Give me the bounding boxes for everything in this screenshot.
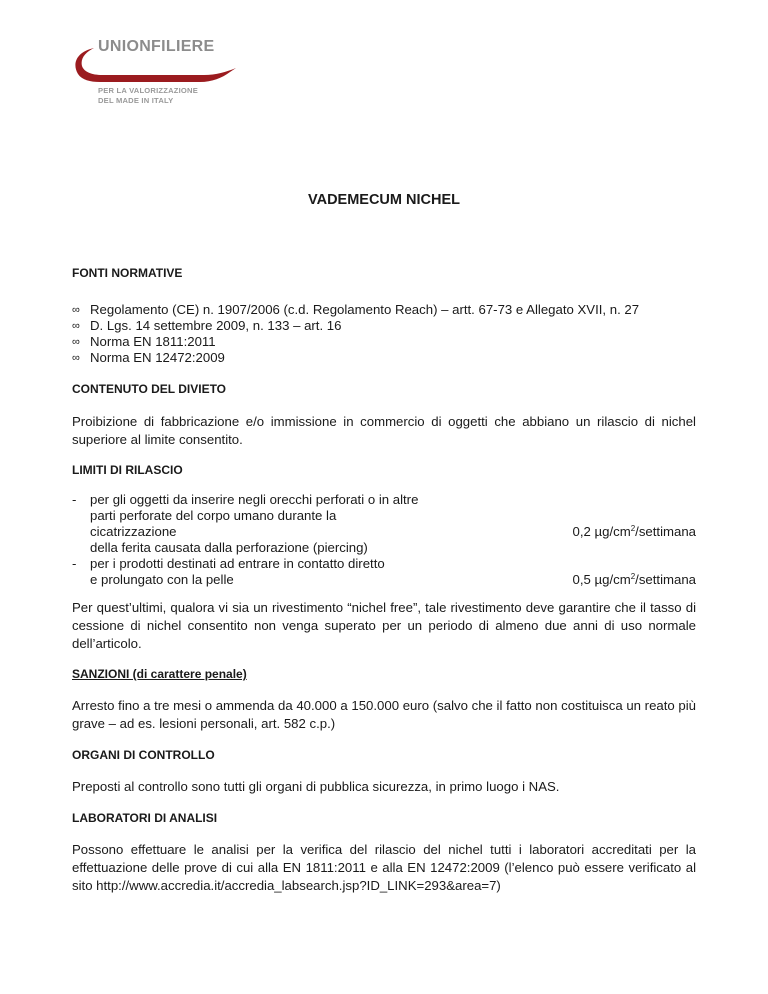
laboratori-text: Possono effettuare le analisi per la verifica del rilascio del nichel tutti i laboratori accreditati per la effettuazione delle prove di cui alla EN 1811:2011 e alla EN 12472:2009 (l’elenco può essere verificato al sito http://www.accredia.it/accredia_labsearch.jsp?ID_LINK=293&area=7): [72, 842, 696, 893]
organi-heading: ORGANI DI CONTROLLO: [72, 748, 215, 762]
organi-text: Preposti al controllo sono tutti gli organi di pubblica sicurezza, in primo luogo i NAS.: [72, 779, 560, 794]
infinity-icon: ∞: [72, 304, 80, 316]
limit-text: [90, 492, 420, 556]
sanzioni-text: Arresto fino a tre mesi o ammenda da 40.000 a 150.000 euro (salvo che il fatto non costituisca un reato più grave – ad es. lesioni personali, art. 582 c.p.): [72, 698, 696, 731]
list-item: [72, 318, 639, 334]
limit-value: 0,2 $\mu g/cm^2$/settimana: [572, 524, 696, 539]
limit-dash: -: [72, 492, 77, 507]
list-item: [72, 334, 639, 350]
fonti-item-text: Norma EN 12472:2009: [90, 350, 225, 365]
limit-text-line: e prolungato con la pelle: [90, 572, 234, 587]
limiti-heading: LIMITI DI RILASCIO: [72, 463, 183, 477]
document-title: VADEMECUM NICHEL: [308, 192, 460, 208]
contenuto-heading: CONTENUTO DEL DIVIETO: [72, 382, 227, 396]
limit-text: [90, 556, 420, 588]
limit-text-line: parti perforate del corpo umano durante la cicatrizzazione: [90, 508, 337, 539]
list-item: [72, 350, 639, 366]
fonti-item-text: D. Lgs. 14 settembre 2009, n. 133 – art. 16: [90, 318, 342, 333]
unionfiliere-logo: [72, 38, 272, 118]
logo-tagline-line1: PER LA VALORIZZAZIONE: [98, 86, 198, 95]
laboratori-heading: LABORATORI DI ANALISI: [72, 811, 218, 825]
limit-text-line: per i prodotti destinati ad entrare in contatto diretto: [90, 556, 385, 571]
fonti-heading: FONTI NORMATIVE: [72, 266, 183, 280]
infinity-icon: ∞: [72, 320, 80, 332]
limit-item-piercing: [72, 492, 696, 555]
limit-value: 0,5 $\mu g/cm^2$/settimana: [572, 572, 696, 587]
fonti-item-text: Norma EN 1811:2011: [90, 334, 216, 349]
limit-text-line: della ferita causata dalla perforazione (piercing): [90, 540, 368, 555]
logo-tagline-line2: DEL MADE IN ITALY: [98, 96, 174, 105]
limit-dash: -: [72, 556, 77, 571]
infinity-icon: ∞: [72, 352, 80, 364]
list-item: [72, 302, 639, 318]
limit-text-line: per gli oggetti da inserire negli orecchi perforati o in altre: [90, 492, 419, 507]
infinity-icon: ∞: [72, 336, 80, 348]
contenuto-text: Proibizione di fabbricazione e/o immissione in commercio di oggetti che abbiano un rilascio di nichel superiore al limite consentito.: [72, 414, 696, 447]
logo-tagline: [98, 86, 198, 106]
fonti-list: [72, 302, 639, 366]
sanzioni-heading: SANZIONI (di carattere penale): [72, 667, 247, 681]
limit-item-skin: [72, 556, 696, 590]
logo-name: UNIONFILIERE: [98, 38, 215, 55]
limiti-note: Per quest’ultimi, qualora vi sia un rivestimento “nichel free”, tale rivestimento deve garantire che il tasso di cessione di nichel consentito non venga superato per un periodo di almeno due anni di uso normale dell’articolo.: [72, 600, 696, 651]
fonti-item-text: Regolamento (CE) n. 1907/2006 (c.d. Regolamento Reach) – artt. 67-73 e Allegato XVII, n. 27: [90, 302, 640, 317]
